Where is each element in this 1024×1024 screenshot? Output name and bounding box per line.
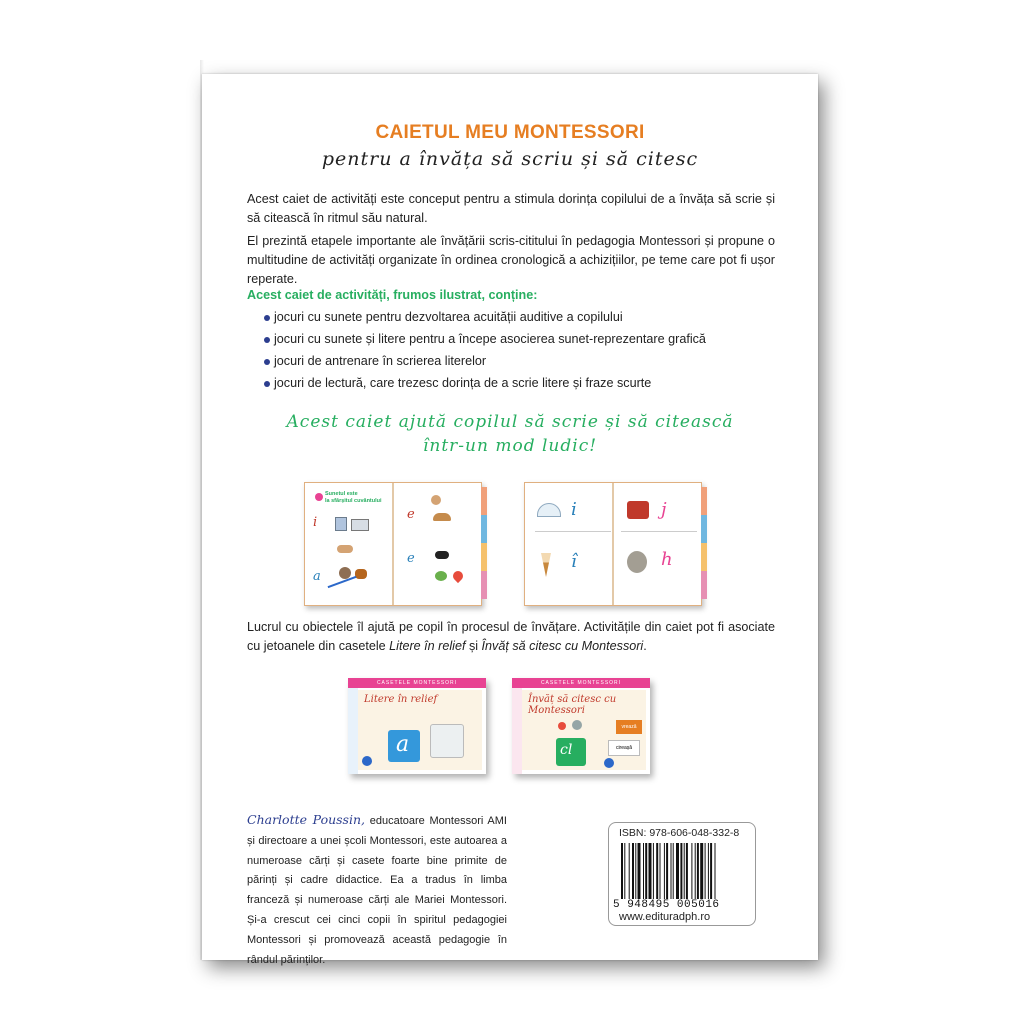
spread-tabs (701, 487, 707, 599)
tagline-line-2: într-un mod ludic! (422, 436, 598, 456)
product-box-litere-in-relief (348, 678, 486, 774)
publisher-logo-icon (362, 756, 372, 766)
barcode-bar (710, 843, 712, 899)
plant-icon (435, 571, 447, 581)
barcode-bar (697, 843, 699, 899)
barcode-bar (684, 843, 685, 899)
barcode-bar (660, 843, 661, 899)
publisher-website: www.edituradph.ro (619, 911, 711, 923)
box-title-1: Litere în relief (389, 639, 466, 653)
list-item: jocuri cu sunete pentru dezvoltarea acuității auditive a copilului (264, 306, 706, 328)
author-bio (247, 810, 507, 970)
objects-text: Lucrul cu obiectele îl ajută pe copil în procesul de învățare. Activitățile din caiet pot fi asociate cu jetoanele din casetele (247, 620, 775, 653)
hat-icon (433, 513, 451, 521)
spread-letter: e (407, 551, 415, 566)
clock-icon (572, 720, 582, 730)
barcode-bar (649, 843, 652, 899)
spread-letter: h (661, 549, 673, 570)
list-item: jocuri de lectură, care trezesc dorința de a scrie litere și fraze scurte (264, 372, 706, 394)
spread-tabs (481, 487, 487, 599)
box-name: Litere în relief (364, 694, 438, 705)
author-bio-text: educatoare Montessori AMI și directoare a unei școli Montessori, este autoarea a numeroase cărți și casete foarte bine primite de părinți și cadre didactice. Ea a tradus în limba franceză și numeroase cărți ale Mariei Montessori. Și-a crescut cei cinci copii în spiritul pedagogiei Montessori și promovează această pedagogie în rândul părinților. (247, 815, 507, 966)
author-name: Charlotte Poussin, (247, 812, 365, 827)
barcode-bar (621, 843, 623, 899)
barcode-bar (632, 843, 634, 899)
intro-paragraph-2: El prezintă etapele importante ale învățării scris-cititului în pedagogia Montessori și propune o multitudine de activități organizate în ordinea cronologică a achizițiilor, pe teme care pot fi ușor reperate. (247, 234, 775, 286)
glass-icon (335, 517, 347, 531)
igloo-icon (537, 503, 561, 517)
workbook-spread-right (524, 482, 702, 606)
bread-icon (337, 545, 353, 553)
list-item: jocuri de antrenare în scrierea literelor (264, 350, 706, 372)
ice-cream-icon (541, 553, 551, 577)
spread-page-left (527, 487, 611, 599)
barcode-bar (638, 843, 641, 899)
box-side (348, 688, 358, 774)
barcode-bar (643, 843, 644, 899)
book-back-cover (202, 74, 818, 966)
toy-icon (627, 501, 649, 519)
onion-icon (431, 495, 441, 505)
barcode-bar (673, 843, 674, 899)
objects-and: și (465, 639, 482, 653)
barcode-bar (629, 843, 630, 899)
barcode-bar (664, 843, 665, 899)
word-card: vrează (616, 720, 642, 734)
ant-icon (435, 551, 449, 559)
barcode-bar (715, 843, 716, 899)
box-band: CASETELE MONTESSORI (512, 678, 650, 688)
spread-letter: e (407, 507, 415, 522)
list-item: jocuri cu sunete și litere pentru a începe asocierea sunet-reprezentare grafică (264, 328, 706, 350)
spread-fold (612, 483, 614, 605)
spread-page-right (615, 487, 699, 599)
pink-dot-icon (315, 493, 323, 501)
isbn-label: ISBN: 978-606-048-332-8 (619, 827, 740, 839)
barcode-bar (653, 843, 654, 899)
box-name: Învăț să citesc cu Montessori (528, 694, 617, 716)
book-subtitle: pentru a învăța să scriu și să citesc (321, 148, 699, 170)
contents-heading: Acest caiet de activități, frumos ilustrat, conține: (247, 288, 538, 302)
box-side (512, 688, 522, 774)
barcode-bar (691, 843, 692, 899)
barcode-bar (676, 843, 679, 899)
box-title-2: Învăț să citesc cu Montessori (481, 639, 644, 653)
fruit-icon (558, 722, 566, 730)
barcode-bar (666, 843, 668, 899)
bed-icon (351, 519, 369, 531)
contents-list (264, 306, 706, 394)
barcode-bar (700, 843, 703, 899)
spread-letter: a (313, 569, 321, 584)
barcode-bars (621, 843, 749, 899)
publisher-logo-icon (604, 758, 614, 768)
barcode-digits: 5 948495 005016 (613, 899, 720, 911)
objects-paragraph (247, 618, 775, 656)
box-band: CASETELE MONTESSORI (348, 678, 486, 688)
spread-page-right (395, 487, 479, 599)
word-card: cireașă (608, 740, 640, 756)
barcode-box (608, 822, 756, 926)
barcode-bar (705, 843, 706, 899)
spread-heading-line-1: Sunetul este (325, 491, 358, 497)
intro-paragraph-1: Acest caiet de activități este conceput pentru a stimula dorința copilului de a învăța să scrie și să citească în ritmul său natural. (247, 192, 775, 225)
card-letter: cl (560, 742, 573, 758)
spread-heading-line-2: la sfârșitul cuvântului (325, 498, 382, 504)
spread-letter: i (313, 515, 318, 530)
barcode-bar (635, 843, 636, 899)
spread-fold (392, 483, 394, 605)
barcode-bar (708, 843, 709, 899)
book-title: CAIETUL MEU MONTESSORI (375, 122, 645, 143)
product-box-invat-sa-citesc (512, 678, 650, 774)
barcode-bar (624, 843, 625, 899)
picture-card (430, 724, 464, 758)
letter-card (556, 738, 586, 766)
barcode-bar (645, 843, 647, 899)
tagline-line-1: Acest caiet ajută copilul să scrie și să citească (286, 412, 734, 432)
barcode-bar (680, 843, 682, 899)
koala-icon (627, 551, 647, 573)
spread-letter: j (661, 499, 667, 520)
objects-end: . (643, 639, 647, 653)
snail-icon (355, 569, 367, 579)
barcode-bar (695, 843, 696, 899)
letter-card (388, 730, 420, 762)
spread-heading (325, 491, 382, 505)
spread-letter: î (571, 551, 577, 572)
barcode-bar (671, 843, 672, 899)
barcode-bar (656, 843, 658, 899)
barcode-bar (686, 843, 688, 899)
card-letter: a (396, 732, 410, 757)
heart-icon (451, 569, 465, 583)
spread-page-left (307, 487, 391, 599)
workbook-spread-left (304, 482, 482, 606)
spread-letter: i (571, 499, 577, 520)
